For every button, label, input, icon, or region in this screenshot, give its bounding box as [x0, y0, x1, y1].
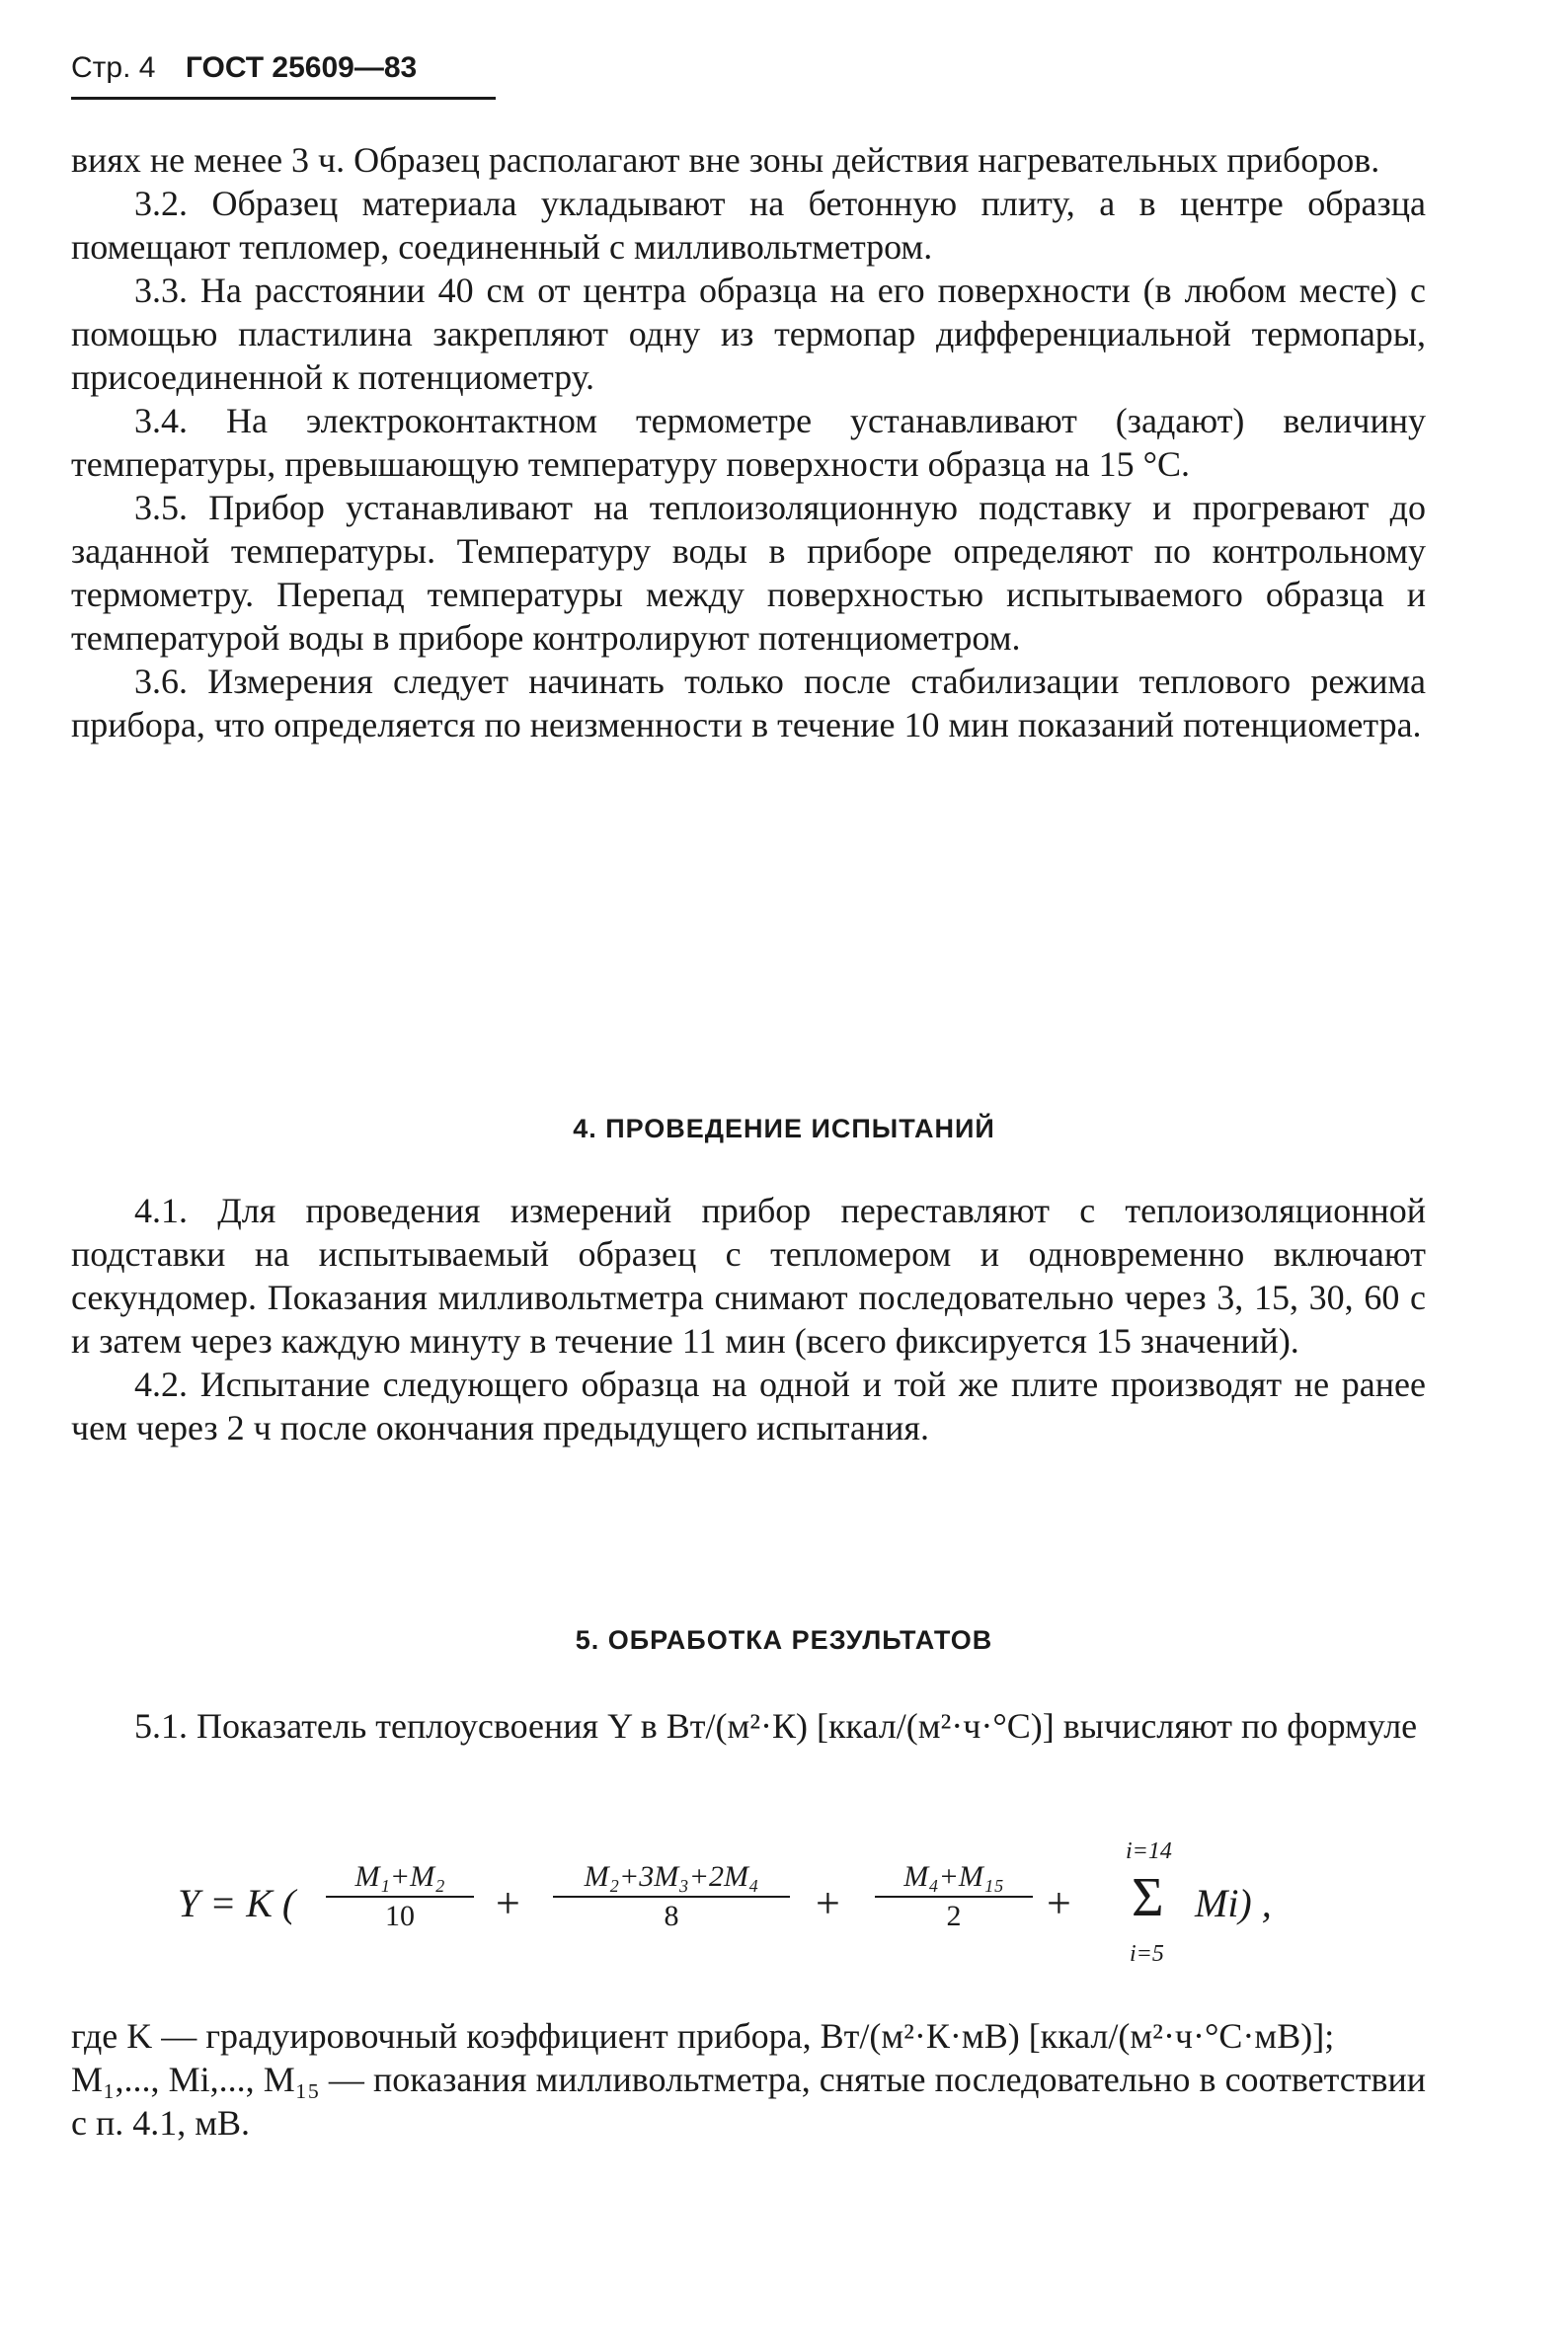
paragraph-3-6: 3.6. Измерения следует начинать только после стабилизации теплового режима прибора, что определяется по неизменности в течение 10 мин показаний потенциометра. — [71, 662, 1426, 744]
section-3-block — [71, 138, 1426, 746]
fraction-3-numerator: M₄+M₁₅ — [875, 1860, 1033, 1898]
fraction-2-numerator: M₂+3M₃+2M₄ — [553, 1860, 790, 1898]
sum-lower-limit: i=5 — [1130, 1941, 1164, 1967]
plus-sign-2: + — [816, 1879, 840, 1927]
paragraph-3-2: 3.2. Образец материала укладывают на бетонную плиту, а в центре образца помещают тепломер, соединенный с милливольтметром. — [71, 184, 1426, 267]
fraction-3-denominator: 2 — [946, 1900, 962, 1932]
section-4-heading: 4. ПРОВЕДЕНИЕ ИСПЫТАНИЙ — [573, 1114, 995, 1143]
paragraph-3-5: 3.5. Прибор устанавливают на теплоизоляционную подставку и прогревают до заданной температуры. Температуру воды в приборе определяют по контрольному термометру. Перепад температуры между поверхностью испытываемого образца и температурой воды в приборе контролируют потенциометром. — [71, 488, 1426, 658]
definitions-block — [71, 2014, 1426, 2145]
paragraph-4-2: 4.2. Испытание следующего образца на одной и той же плите производят не ранее чем через 2 ч после окончания предыдущего испытания. — [71, 1365, 1426, 1447]
fraction-2-denominator: 8 — [664, 1900, 679, 1932]
fraction-1 — [326, 1860, 474, 1933]
section-4-block — [71, 1189, 1426, 1449]
standard-number: ГОСТ 25609—83 — [185, 51, 418, 84]
sum-upper-limit: i=14 — [1126, 1838, 1172, 1864]
fraction-1-denominator: 10 — [385, 1900, 415, 1932]
sum-term: Mi) , — [1195, 1881, 1272, 1925]
formula-lhs: Y = K ( — [178, 1881, 296, 1925]
page-header — [71, 51, 496, 100]
paragraph-continuation: виях не менее 3 ч. Образец располагают вне зоны действия нагревательных приборов. — [71, 140, 1380, 180]
paragraph-4-1: 4.1. Для проведения измерений прибор переставляют с теплоизоляционной подставки на испытываемый образец с тепломером и одновременно включают секундомер. Показания милливольтметра снимают последовательно через 3, 15, 30, 60 с и затем через каждую минуту в течение 11 мин (всего фиксируется 15 значений). — [71, 1191, 1426, 1361]
definition-K: где K — градуировочный коэффициент прибора, Вт/(м²·К·мВ) [ккал/(м²·ч·°С·мВ)]; — [71, 2016, 1335, 2056]
paragraph-5-1: 5.1. Показатель теплоусвоения Y в Вт/(м²·К) [ккал/(м²·ч·°С)] вычисляют по формуле — [134, 1706, 1418, 1746]
section-5-heading: 5. ОБРАБОТКА РЕЗУЛЬТАТОВ — [575, 1625, 993, 1655]
summation-sign: Σ — [1132, 1867, 1164, 1928]
heat-absorption-formula — [178, 1838, 1363, 1983]
page-number: Стр. 4 — [71, 51, 156, 84]
plus-sign-3: + — [1047, 1879, 1071, 1927]
plus-sign-1: + — [496, 1879, 520, 1927]
fraction-3 — [875, 1860, 1033, 1933]
fraction-1-numerator: M₁+M₂ — [326, 1860, 474, 1898]
fraction-2 — [553, 1860, 790, 1933]
definition-M: M₁,..., Mi,..., M₁₅ — показания милливольтметра, снятые последовательно в соответствии с п. 4.1, мВ. — [71, 2060, 1426, 2143]
paragraph-5-1-block — [71, 1704, 1426, 1748]
paragraph-3-4: 3.4. На электроконтактном термометре устанавливают (задают) величину температуры, превышающую температуру поверхности образца на 15 °С. — [71, 401, 1426, 484]
paragraph-3-3: 3.3. На расстоянии 40 см от центра образца на его поверхности (в любом месте) с помощью пластилина закрепляют одну из термопар дифференциальной термопары, присоединенной к потенциометру. — [71, 271, 1426, 397]
